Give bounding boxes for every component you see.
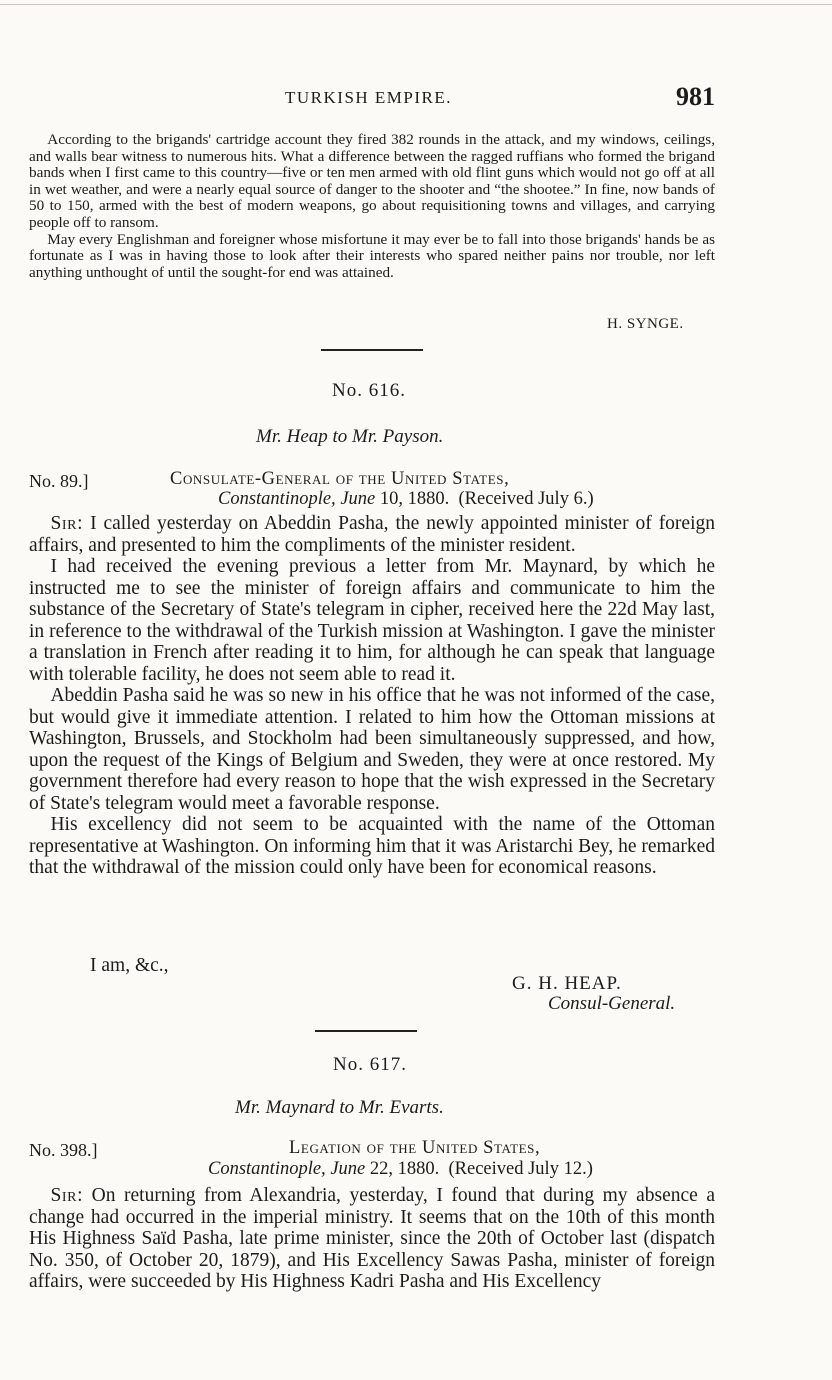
signature-title: Consul-General. bbox=[548, 993, 676, 1014]
received-date: (Received July 12.) bbox=[448, 1159, 593, 1179]
paragraph: I had received the evening previous a letter from Mr. Maynard, by which he instructed me to see the minister of foreign affairs and communicate to him the substance of the Secretary of State's telegram in cipher, received here the 22d May last, in reference to the withdrawal of the Turkish mission at Washington. I gave the minister a translation in French after reading it to him, for although he can speak that language with tolerable facility, he does not seem able to read it. bbox=[29, 556, 715, 685]
paragraph: According to the brigands' cartridge account they fired 382 rounds in the attack, and my windows, ceilings, and walls bear witness to numerous hits. What a difference between the ragged ruffians who formed the brigand bands when I first came to this country—five or ten men armed with old flint guns which would not go off at all in wet weather, and were a nearly equal source of danger to the shooter and “the shootee.” In fine, now bands of 50 to 150, armed with the best of modern weapons, go about requisitioning towns and villages, and carrying people off to ransom. bbox=[29, 131, 715, 231]
place: Constantinople, bbox=[208, 1159, 326, 1179]
date: 22, 1880. bbox=[369, 1159, 440, 1179]
salutation: Sir: bbox=[50, 513, 84, 534]
paragraph: His excellency did not seem to be acquainted with the name of the Ottoman representative at Washington. On informing him that it was Aristarchi Bey, he remarked that the withdrawal of the mission could only have been for economical reasons. bbox=[29, 814, 715, 878]
date-line-616 bbox=[218, 489, 594, 510]
document-title-617: Mr. Maynard to Mr. Evarts. bbox=[235, 1097, 444, 1118]
paragraph: May every Englishman and foreigner whose misfortune it may ever be to fall into those brigands' hands be as fortunate as I was in having those to look after their interests who spared neither pains nor trouble, nor left anything unthought of until the sought-for end was attained. bbox=[29, 230, 715, 281]
office-heading-616: Consulate-General of the United States, bbox=[170, 469, 510, 489]
month: June bbox=[330, 1159, 366, 1179]
month: June bbox=[340, 489, 376, 509]
page-number: 981 bbox=[676, 82, 715, 111]
section-divider bbox=[321, 349, 423, 351]
dispatch-number-89: No. 89.] bbox=[29, 471, 89, 491]
place: Constantinople, bbox=[218, 489, 336, 509]
document-number-616: No. 616. bbox=[332, 380, 406, 401]
closing: I am, &c., bbox=[90, 955, 169, 976]
date: 10, 1880. bbox=[379, 489, 450, 509]
letter-body-617 bbox=[29, 1185, 715, 1293]
paragraph: Sir: On returning from Alexandria, yesterday, I found that during my absence a change had occurred in the imperial ministry. It seems that on the 10th of this month His Highness Saïd Pasha, late prime minister, since the 20th of October last (dispatch No. 350, of October 20, 1879), and His Excellency Sawas Pasha, minister of foreign affairs, were succeeded by His Highness Kadri Pasha and His Excellency bbox=[29, 1185, 715, 1292]
signature-heap: G. H. HEAP. bbox=[512, 973, 622, 994]
signature-synge: H. SYNGE. bbox=[607, 316, 684, 332]
received-date: (Received July 6.) bbox=[458, 489, 594, 509]
paragraph: Abeddin Pasha said he was so new in his office that he was not informed of the case, but would give it immediate attention. I related to him how the Ottoman missions at Washington, Brussels, and Stockholm had been simultaneously suppressed, and how, upon the request of the Kings of Belgium and Sweden, they were at once restored. My government therefore had every reason to hope that the wish expressed in the Secretary of State's telegram would meet a favorable response. bbox=[29, 685, 715, 814]
salutation: Sir: bbox=[50, 1185, 84, 1206]
office-heading-617: Legation of the United States, bbox=[289, 1138, 541, 1158]
date-line-617 bbox=[208, 1159, 593, 1180]
letter-body-616 bbox=[29, 513, 715, 879]
previous-letter-text bbox=[29, 132, 715, 281]
dispatch-number-398: No. 398.] bbox=[29, 1140, 98, 1160]
running-head: TURKISH EMPIRE. bbox=[285, 88, 453, 107]
page-edge-line bbox=[0, 4, 832, 5]
section-divider bbox=[315, 1030, 417, 1032]
document-title-616: Mr. Heap to Mr. Payson. bbox=[256, 426, 444, 447]
paragraph: Sir: I called yesterday on Abeddin Pasha, the newly appointed minister of foreign affairs, and presented to him the compliments of the minister resident. bbox=[29, 513, 716, 556]
document-number-617: No. 617. bbox=[333, 1054, 407, 1075]
